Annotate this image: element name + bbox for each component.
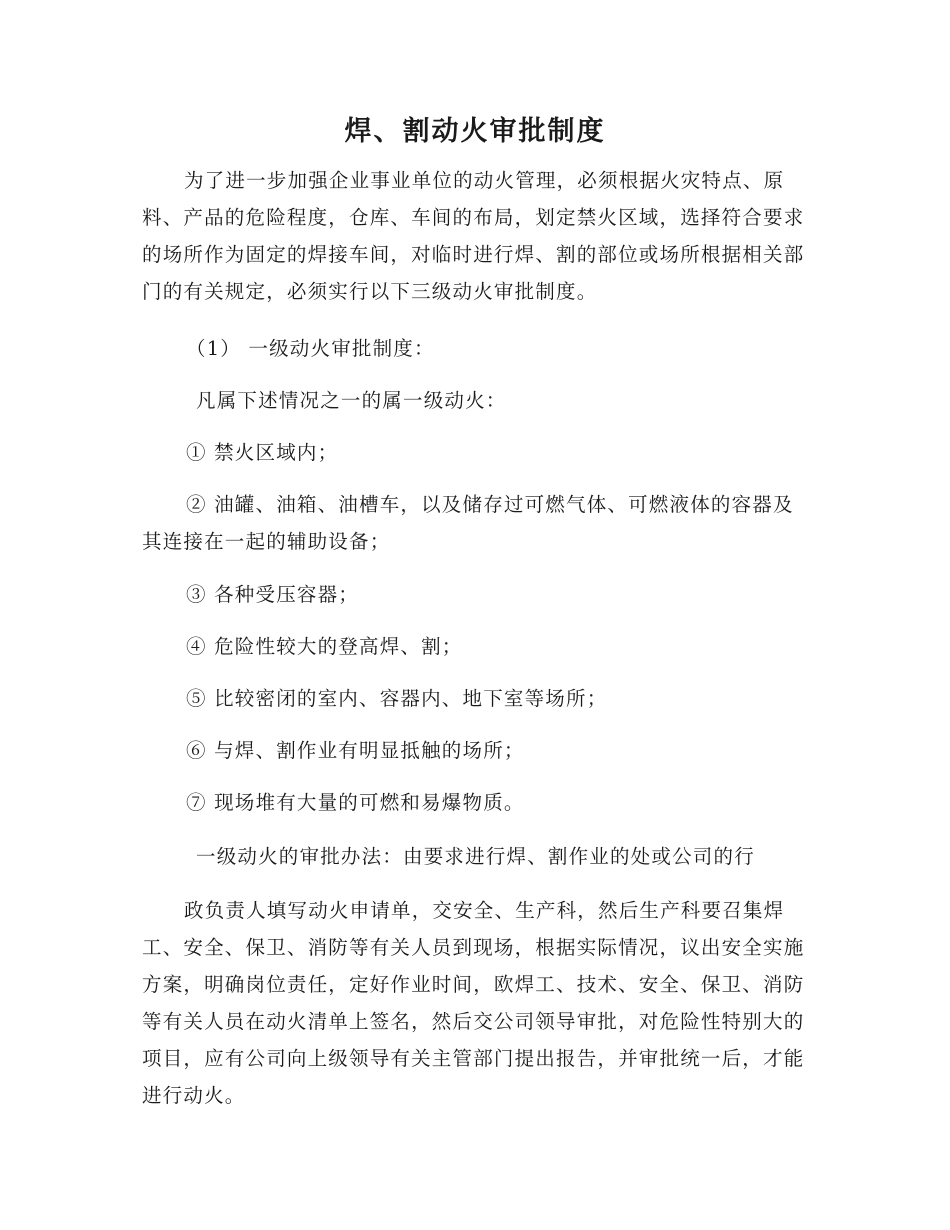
list-item: ⑤ 比较密闭的室内、容器内、地下室等场所； [186,687,608,710]
list-item: ⑦ 现场堆有大量的可燃和易爆物质。 [186,791,525,814]
list-item: ③ 各种受压容器； [186,583,359,606]
approval-body-paragraph: 政负责人填写动火申请单，交安全、生产科，然后生产科要召集焊工、安全、保卫、消防等有关人员到现场，根据实际情况，议出安全实施方案，明确岗位责任，定好作业时间，欧焊工、技术、安全、保卫、消防等有关人员在动火清单上签名，然后交公司领导审批，对危险性特别大的项目，应有公司向上级领导有关主管部门提出报告，并审批统一后，才能进行动火。 [142,899,805,1107]
section-lead: 凡属下述情况之一的属一级动火： [196,389,507,412]
list-item: ② 油罐、油箱、油槽车，以及储存过可燃气体、可燃液体的容器及其连接在一起的辅助设备； [142,493,794,553]
approval-method-line: 一级动火的审批办法：由要求进行焊、割作业的处或公司的行 [196,845,755,868]
list-item: ① 禁火区域内； [186,441,339,464]
section-heading: （1） 一级动火审批制度： [186,337,435,360]
list-item: ⑥ 与焊、割作业有明显抵触的场所； [186,739,525,762]
list-item: ④ 危险性较大的登高焊、割； [186,635,463,658]
intro-paragraph: 为了进一步加强企业事业单位的动火管理，必须根据火灾特点、原料、产品的危险程度，仓库、车间的布局，划定禁火区域，选择符合要求的场所作为固定的焊接车间，对临时进行焊、割的部位或场所根据相关部门的有关规定，必须实行以下三级动火审批制度。 [142,169,805,303]
document-title: 焊、割动火审批制度 [344,116,606,147]
